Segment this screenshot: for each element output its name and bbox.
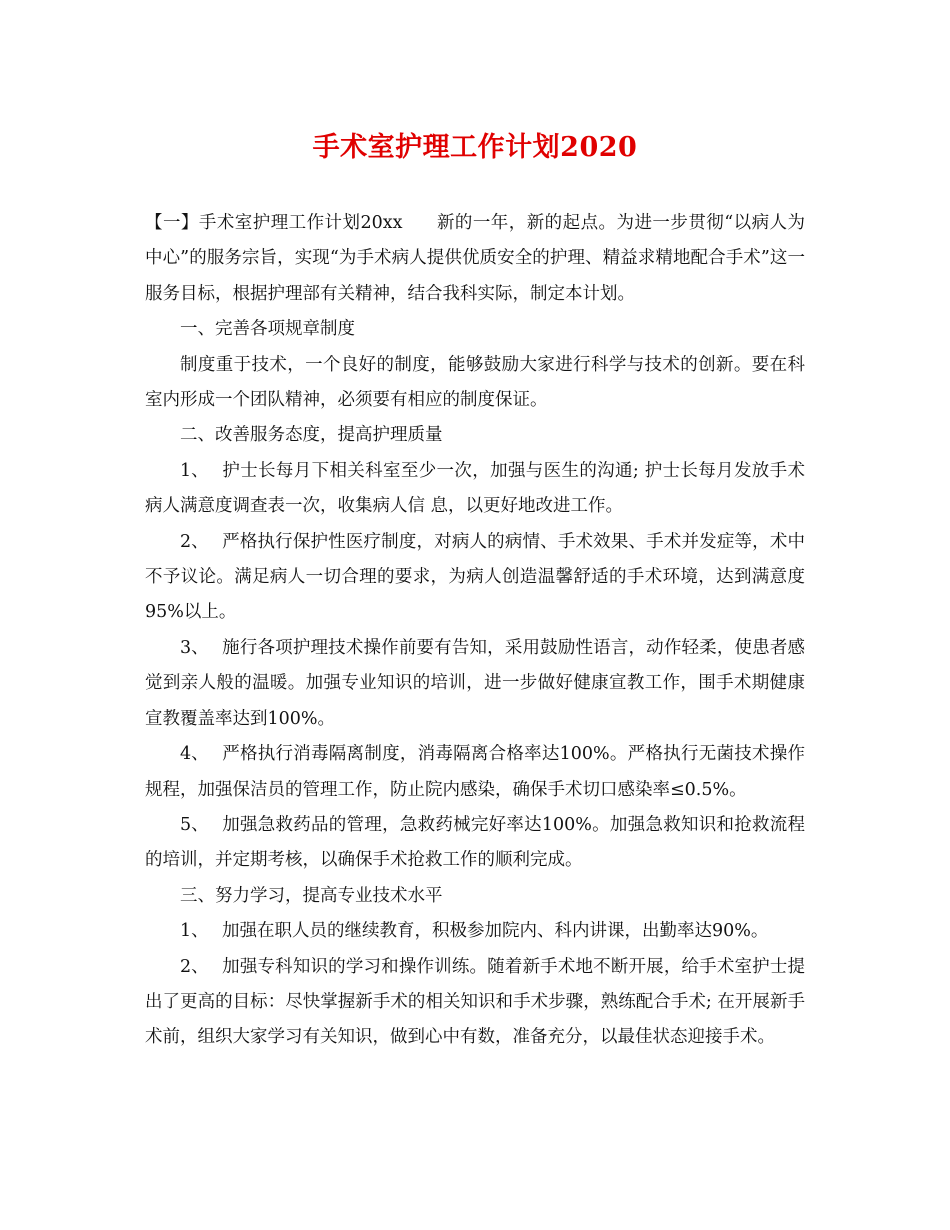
list-item-number: 1、	[180, 460, 209, 481]
intro-text: 新的一年，新的起点。为进一步贯彻“以病人为中心”的服务宗旨，实现“为手术病人提供优质安全的护理、精益求精地配合手术”这一服务目标，根据护理部有关精神，结合我科实际，制定本计划。	[145, 213, 805, 304]
list-item-text: 加强急救药品的管理，急救药械完好率达100%。加强急救知识和抢救流程的培训，并定期考核，以确保手术抢救工作的顺利完成。	[145, 814, 805, 871]
list-item-number: 5、	[180, 814, 209, 835]
section-paragraph: 制度重于技术，一个良好的制度，能够鼓励大家进行科学与技术的创新。要在科室内形成一个团队精神，必须要有相应的制度保证。	[145, 354, 805, 411]
intro-lead: 【一】手术室护理工作计划20xx	[145, 213, 403, 233]
section-heading: 三、努力学习，提高专业技术水平	[180, 885, 443, 906]
section-heading: 一、完善各项规章制度	[180, 319, 355, 340]
list-item-number: 3、	[180, 637, 209, 658]
list-item-text: 加强专科知识的学习和操作训练。随着新手术地不断开展，给手术室护士提出了更高的目标：尽快掌握新手术的相关知识和手术步骤，熟练配合手术; 在开展新手术前，组织大家学习有关知识，做到心中有数，准备充分，以最佳状态迎接手术。	[145, 956, 805, 1048]
list-item	[145, 454, 805, 525]
list-item-text: 严格执行保护性医疗制度，对病人的病情、手术效果、手术并发症等，术中不予议论。满足病人一切合理的要求，为病人创造温馨舒适的手术环境，达到满意度95%以上。	[145, 531, 805, 623]
list-item-text: 护士长每月下相关科室至少一次，加强与医生的沟通; 护士长每月发放手术病人满意度调查表一次，收集病人信 息，以更好地改进工作。	[145, 460, 805, 517]
list-item-number: 2、	[180, 531, 209, 552]
list-item-number: 2、	[180, 956, 209, 977]
document-body	[145, 206, 805, 1056]
list-item	[145, 737, 805, 808]
list-item	[145, 631, 805, 737]
list-item-text: 施行各项护理技术操作前要有告知，采用鼓励性语言，动作轻柔，使患者感觉到亲人般的温暖。加强专业知识的培训，进一步做好健康宣教工作，围手术期健康宣教覆盖率达到100%。	[145, 637, 805, 729]
list-item-text: 严格执行消毒隔离制度，消毒隔离合格率达100%。严格执行无菌技术操作规程，加强保洁员的管理工作，防止院内感染，确保手术切口感染率≤0.5%。	[145, 744, 805, 800]
list-item	[145, 914, 805, 949]
section-heading: 二、改善服务态度，提高护理质量	[180, 425, 443, 446]
list-item	[145, 950, 805, 1056]
list-item	[145, 808, 805, 879]
list-item-number: 1、	[180, 921, 209, 942]
list-item-number: 4、	[180, 744, 209, 765]
intro-paragraph	[145, 206, 805, 312]
list-item	[145, 525, 805, 631]
document-title: 手术室护理工作计划2020	[312, 132, 638, 163]
list-item-text: 加强在职人员的继续教育，积极参加院内、科内讲课，出勤率达90%。	[222, 921, 769, 942]
